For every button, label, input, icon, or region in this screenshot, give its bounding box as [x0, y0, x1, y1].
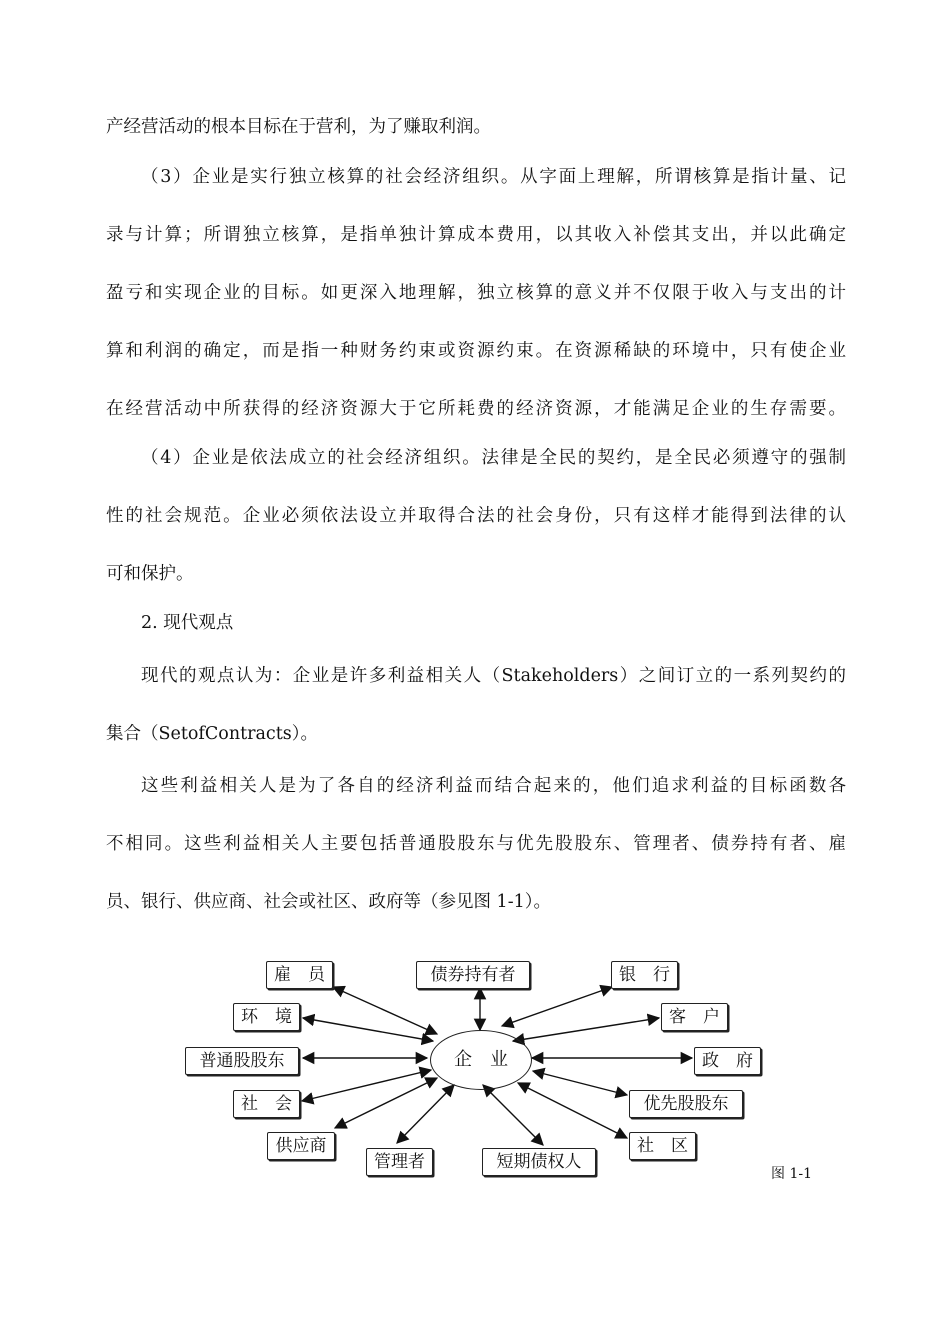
arrow-bank: [502, 987, 612, 1026]
text-line: 不相同。这些利益相关人主要包括普通股股东与优先股股东、管理者、债券持有者、雇: [106, 834, 846, 854]
text-line: 集合（SetofContracts）。: [106, 724, 318, 744]
text-line: 可和保护。: [106, 564, 194, 584]
employee-node: 雇 员: [266, 961, 333, 989]
text-line: （4）企业是依法成立的社会经济组织。法律是全民的契约，是全民必须遵守的强制: [141, 448, 846, 468]
arrow-society: [302, 1070, 431, 1101]
society-node: 社 会: [233, 1090, 300, 1118]
paragraph-independent-accounting: [106, 148, 846, 438]
text-line: 性的社会规范。企业必须依法设立并取得合法的社会身份，只有这样才能得到法律的认: [106, 506, 846, 526]
community-node: 社 区: [629, 1132, 696, 1160]
arrow-short-term-creditor: [483, 1085, 543, 1145]
supplier-node: 供应商: [267, 1132, 335, 1160]
text-line: （3）企业是实行独立核算的社会经济组织。从字面上理解，所谓核算是指计量、记: [141, 167, 846, 187]
paragraph-stakeholder-list: [106, 757, 846, 931]
short-term-creditor-node: 短期债权人: [482, 1148, 596, 1176]
enterprise-node: 企 业: [430, 1030, 532, 1090]
environment-node: 环 境: [233, 1003, 300, 1031]
bondholder-node: 债券持有者: [416, 961, 530, 989]
preferred-shareholder-node: 优先股股东: [629, 1090, 743, 1118]
paragraph-stakeholders: [106, 647, 846, 763]
text-line: 员、银行、供应商、社会或社区、政府等（参见图 1-1）。: [106, 892, 551, 912]
figure-caption: 图 1-1: [771, 1166, 812, 1182]
arrow-preferred-shareholder: [533, 1071, 627, 1095]
common-shareholder-node: 普通股股东: [185, 1047, 299, 1075]
arrow-employee: [333, 987, 437, 1034]
arrow-environment: [303, 1018, 433, 1041]
text-line: 现代的观点认为：企业是许多利益相关人（Stakeholders）之间订立的一系列契约的: [141, 666, 846, 686]
text-line: 这些利益相关人是为了各自的经济利益而结合起来的，他们追求利益的目标函数各: [141, 776, 846, 796]
paragraph-legal-entity: [106, 429, 846, 603]
bank-node: 银 行: [611, 961, 678, 989]
text-line: 盈亏和实现企业的目标。如更深入地理解，独立核算的意义并不仅限于收入与支出的计: [106, 283, 846, 303]
stakeholder-diagram: [175, 950, 775, 1190]
arrow-supplier: [335, 1078, 437, 1128]
text-line: 在经营活动中所获得的经济资源大于它所耗费的经济资源，才能满足企业的生存需要。: [106, 399, 846, 419]
text-line: 算和利润的确定，而是指一种财务约束或资源约束。在资源稀缺的环境中，只有使企业: [106, 341, 846, 361]
manager-node: 管理者: [366, 1148, 433, 1176]
text-line: 录与计算；所谓独立核算，是指单独计算成本费用，以其收入补偿其支出，并以此确定: [106, 225, 846, 245]
arrow-customer: [513, 1018, 659, 1041]
section-heading-modern-view: [106, 594, 846, 652]
government-node: 政 府: [694, 1047, 761, 1075]
customer-node: 客 户: [661, 1003, 728, 1031]
section-heading: 2. 现代观点: [141, 613, 234, 633]
text-line: 产经营活动的根本目标在于营利，为了赚取利润。: [106, 117, 491, 137]
